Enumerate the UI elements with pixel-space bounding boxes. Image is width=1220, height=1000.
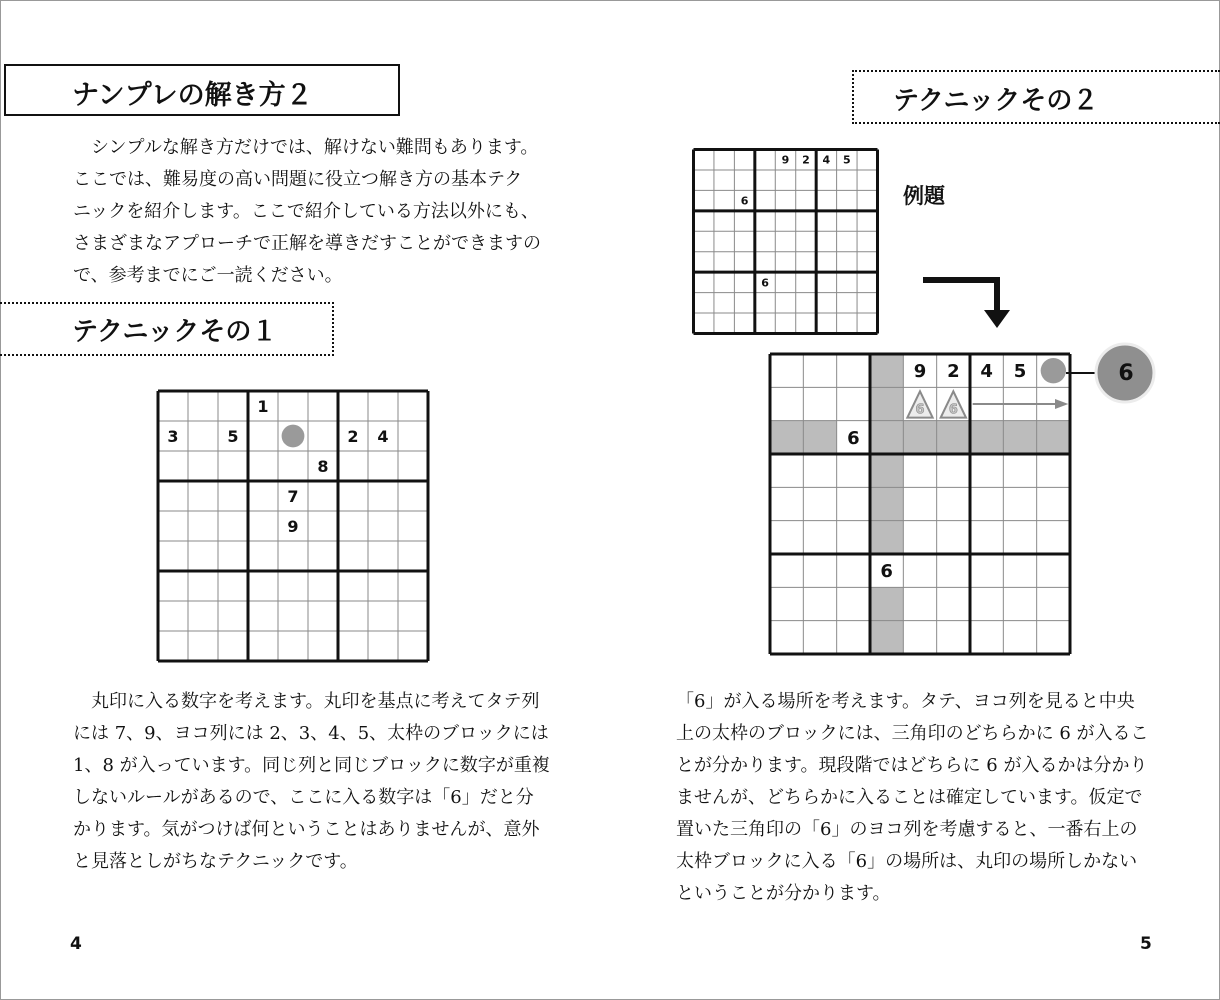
given-digit: 9 — [913, 361, 927, 383]
given-digit: 5 — [843, 153, 851, 167]
answer-circle-marker — [282, 425, 305, 448]
given-digit: 3 — [167, 426, 179, 446]
page-number-right: 5 — [1140, 934, 1152, 954]
given-digit: 9 — [781, 153, 790, 167]
shaded-cell — [770, 421, 803, 454]
page-number-left: 4 — [70, 934, 82, 954]
given-digit: 8 — [317, 456, 329, 476]
shaded-cell — [870, 487, 903, 520]
down-arrow-icon — [918, 272, 1018, 334]
given-digit: 9 — [287, 516, 299, 536]
text-line: ませんが、どちらかに入ることは確定しています。仮定で — [676, 787, 1143, 808]
given-digit: 6 — [847, 427, 860, 449]
shaded-cell — [1037, 421, 1070, 454]
candidate-digit: 6 — [948, 402, 958, 418]
intro-paragraph — [73, 132, 541, 292]
given-digit: 4 — [377, 426, 389, 446]
technique2-sudoku-grid — [768, 352, 1074, 658]
example-label: 例題 — [903, 184, 945, 208]
shaded-cell — [803, 421, 836, 454]
shaded-cell — [1003, 421, 1036, 454]
given-digit: 5 — [1013, 361, 1027, 383]
text-line: 丸印に入る数字を考えます。丸印を基点に考えてタテ列 — [73, 691, 540, 712]
given-digit: 2 — [947, 361, 960, 383]
shaded-cell — [870, 387, 903, 420]
candidate-digit: 6 — [915, 402, 925, 418]
text-line: 「6」が入る場所を考えます。タテ、ヨコ列を見ると中央 — [676, 691, 1135, 712]
answer-badge-value: 6 — [1118, 361, 1134, 386]
technique1-explanation — [73, 686, 550, 878]
given-digit: 6 — [880, 561, 893, 583]
text-line: 1、8 が入っています。同じ列と同じブロックに数字が重複 — [73, 755, 550, 776]
technique2-title: テクニックその２ — [893, 86, 1099, 116]
given-digit: 2 — [802, 153, 810, 167]
given-digit: 6 — [761, 276, 769, 290]
text-line: ニックを紹介します。ここで紹介している方法以外にも、 — [73, 201, 539, 222]
text-line: ということが分かります。 — [676, 883, 891, 904]
shaded-cell — [970, 421, 1003, 454]
text-line: 太枠ブロックに入る「6」の場所は、丸印の場所しかない — [676, 851, 1138, 872]
text-line: 置いた三角印の「6」のヨコ列を考慮すると、一番右上の — [676, 819, 1138, 840]
answer-callout — [1066, 342, 1160, 408]
technique1-sudoku-grid — [156, 389, 432, 665]
text-line: には 7、9、ヨコ列には 2、3、4、5、太枠のブロックには — [73, 723, 549, 744]
text-line: しないルールがあるので、ここに入る数字は「6」だと分 — [73, 787, 534, 808]
page-title: ナンプレの解き方２ — [72, 80, 313, 111]
text-line: シンプルな解き方だけでは、解けない難問もあります。 — [73, 137, 539, 158]
shaded-cell — [870, 621, 903, 654]
shaded-cell — [870, 454, 903, 487]
shaded-cell — [870, 521, 903, 554]
technique1-title: テクニックその１ — [72, 317, 278, 347]
given-digit: 5 — [227, 426, 239, 446]
text-line: さまざまなアプローチで正解を導きだすことができますの — [73, 233, 541, 254]
shaded-cell — [903, 421, 936, 454]
example-sudoku-grid — [692, 148, 880, 336]
text-line: とが分かります。現段階ではどちらに 6 が入るかは分かり — [676, 755, 1148, 776]
given-digit: 7 — [287, 486, 299, 506]
text-line: 上の太枠のブロックには、三角印のどちらかに 6 が入るこ — [676, 723, 1149, 744]
text-line: かります。気がつけば何ということはありませんが、意外 — [73, 819, 540, 840]
given-digit: 4 — [822, 153, 831, 167]
text-line: ここでは、難易度の高い問題に役立つ解き方の基本テク — [73, 169, 523, 190]
technique2-explanation — [676, 686, 1149, 910]
given-digit: 2 — [347, 426, 359, 446]
shaded-cell — [870, 354, 903, 387]
given-digit: 6 — [740, 194, 749, 208]
text-line: で、参考までにご一読ください。 — [73, 265, 343, 286]
shaded-cell — [870, 421, 903, 454]
shaded-cell — [870, 587, 903, 620]
answer-circle-marker — [1041, 358, 1066, 383]
text-line: と見落としがちなテクニックです。 — [73, 851, 358, 872]
given-digit: 1 — [257, 396, 269, 416]
given-digit: 4 — [980, 361, 993, 383]
shaded-cell — [937, 421, 970, 454]
